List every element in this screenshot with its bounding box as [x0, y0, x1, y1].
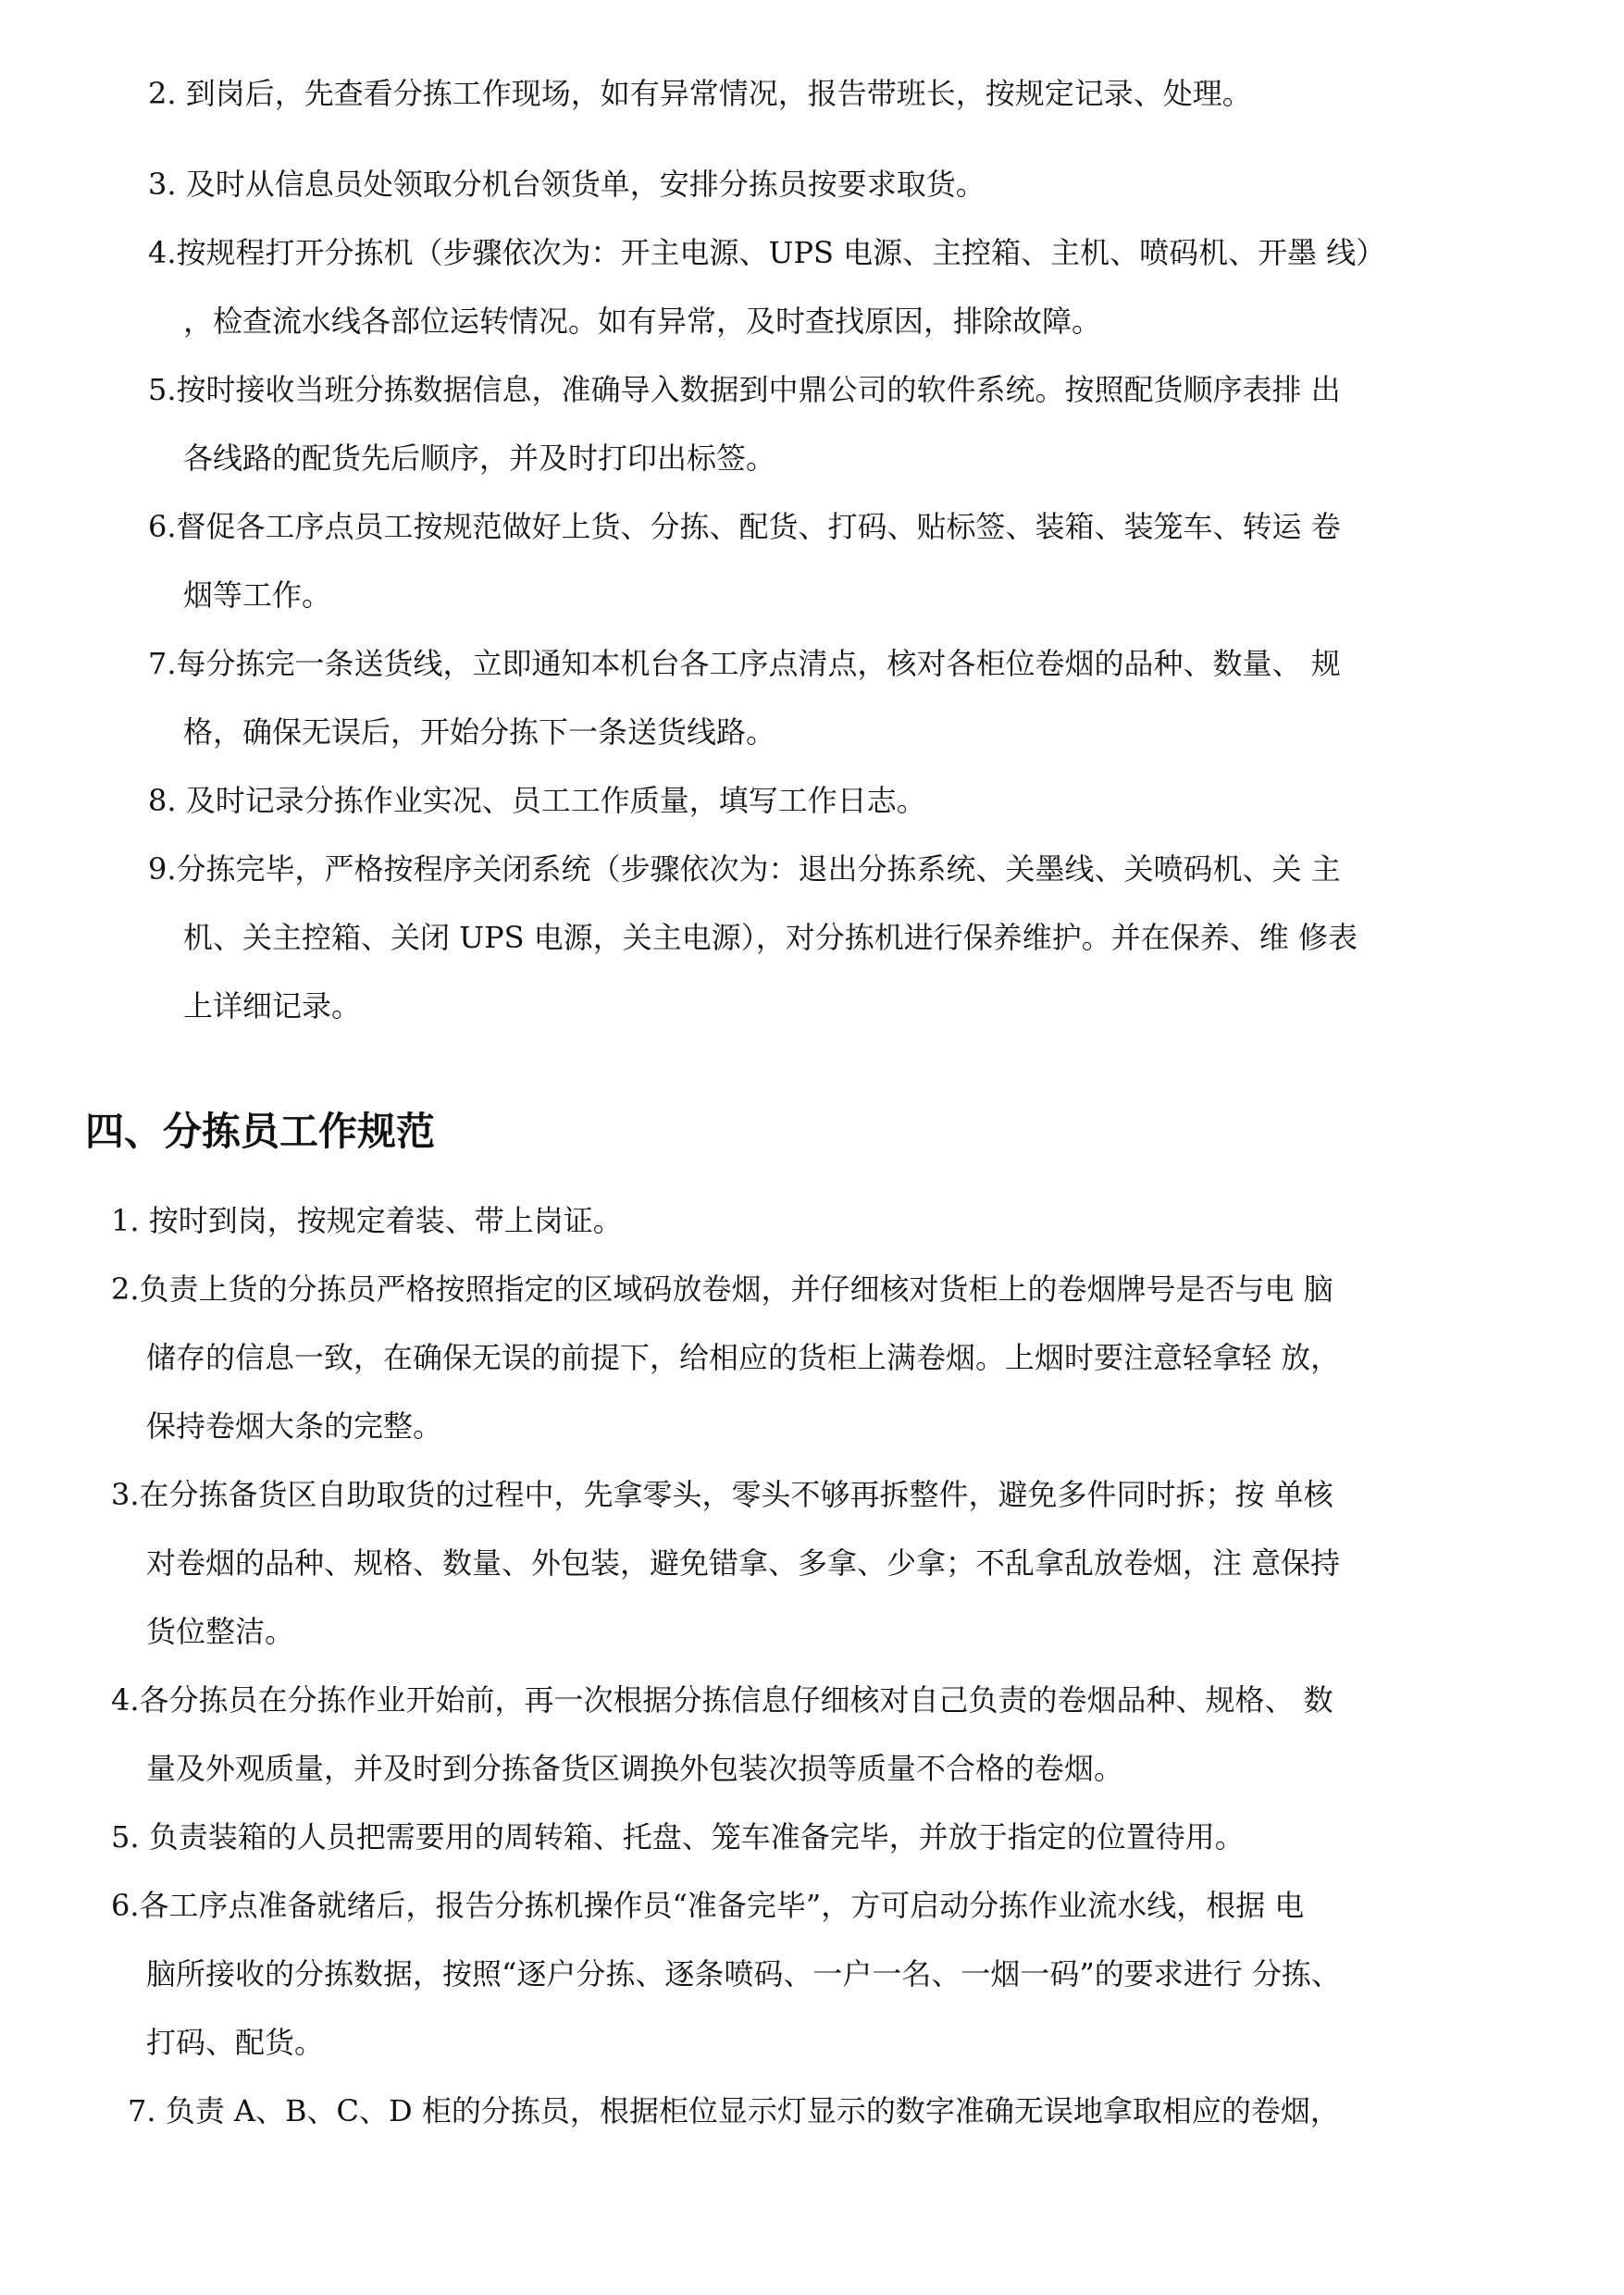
- list-item: [148, 629, 1341, 766]
- item-text: 负责上货的分拣员严格按照指定的区域码放卷烟，并仔细核对货柜上的卷烟牌号是否与电 脑: [139, 1272, 1333, 1307]
- item-text: 量及外观质量，并及时到分拣备货区调换外包装次损等质量不合格的卷烟。: [146, 1751, 1124, 1786]
- list-item: [148, 492, 1341, 629]
- list-item: [148, 59, 1252, 128]
- item-text: 在分拣备货区自助取货的过程中，先拿零头，零头不够再拆整件，避免多件同时拆；按 单核: [139, 1477, 1333, 1512]
- item-number: 3.: [148, 167, 177, 202]
- section-heading: 四、分拣员工作规范: [85, 1109, 436, 1154]
- list-item: [111, 1460, 1340, 1666]
- item-number: 7.: [128, 2093, 156, 2128]
- item-number: 7.: [148, 646, 177, 681]
- item-number: 1.: [111, 1203, 140, 1238]
- item-text: 保持卷烟大条的完整。: [146, 1408, 443, 1444]
- item-text: 各分拣员在分拣作业开始前，再一次根据分拣信息仔细核对自己负责的卷烟品种、规格、 数: [139, 1682, 1333, 1718]
- list-item: [148, 218, 1385, 355]
- item-number: 4.: [148, 235, 177, 270]
- item-number: 2.: [111, 1272, 140, 1307]
- list-item: [111, 1255, 1340, 1460]
- list-item: [111, 1871, 1341, 2077]
- item-text: 按时接收当班分拣数据信息，准确导入数据到中鼎公司的软件系统。按照配货顺序表排 出: [176, 372, 1341, 407]
- item-number: 2.: [148, 76, 177, 111]
- item-number: 5.: [148, 372, 177, 407]
- item-text: 脑所接收的分拣数据，按照“逐户分拣、逐条喷码、一户一名、一烟一码”的要求进行 分拣、: [146, 1956, 1341, 1991]
- list-item: [148, 835, 1357, 1040]
- list-item: [148, 355, 1341, 492]
- list-item: [148, 150, 986, 218]
- item-number: 6.: [111, 1888, 140, 1923]
- item-text: 机、关主控箱、关闭 UPS 电源，关主电源），对分拣机进行保养维护。并在保养、维 修表: [183, 920, 1357, 955]
- item-text: 督促各工序点员工按规范做好上货、分拣、配货、打码、贴标签、装箱、装笼车、转运 卷: [176, 509, 1341, 544]
- item-text: 负责装箱的人员把需要用的周转箱、托盘、笼车准备完毕，并放于指定的位置待用。: [148, 1819, 1245, 1855]
- item-text: 各工序点准备就绪后，报告分拣机操作员“准备完毕”，方可启动分拣作业流水线，根据 电: [139, 1888, 1305, 1923]
- item-number: 8.: [148, 783, 177, 818]
- list-item: [111, 1666, 1333, 1803]
- item-text: 负责 A、B、C、D 柜的分拣员，根据柜位显示灯显示的数字准确无误地拿取相应的卷烟，: [165, 2093, 1340, 2128]
- item-number: 5.: [111, 1819, 140, 1855]
- item-text: 按时到岗，按规定着装、带上岗证。: [148, 1203, 623, 1238]
- item-text: 上详细记录。: [183, 988, 362, 1023]
- item-number: 6.: [148, 509, 177, 544]
- item-text: 每分拣完一条送货线，立即通知本机台各工序点清点，核对各柜位卷烟的品种、数量、 规: [176, 646, 1341, 681]
- item-text: 分拣完毕，严格按程序关闭系统（步骤依次为：退出分拣系统、关墨线、关喷码机、关 主: [176, 851, 1341, 887]
- item-text: 烟等工作。: [183, 577, 332, 613]
- item-number: 9.: [148, 851, 177, 887]
- item-text: 按规程打开分拣机（步骤依次为：开主电源、UPS 电源、主控箱、主机、喷码机、开墨 线）: [176, 235, 1386, 270]
- item-text: ，检查流水线各部位运转情况。如有异常，及时查找原因，排除故障。: [183, 304, 1102, 339]
- item-text: 货位整洁。: [146, 1614, 295, 1649]
- item-text: 对卷烟的品种、规格、数量、外包装，避免错拿、多拿、少拿；不乱拿乱放卷烟，注 意保持: [146, 1545, 1341, 1581]
- item-text: 及时记录分拣作业实况、员工工作质量，填写工作日志。: [185, 783, 926, 818]
- list-item: [148, 766, 926, 835]
- item-text: 及时从信息员处领取分机台领货单，安排分拣员按要求取货。: [185, 167, 986, 202]
- item-text: 打码、配货。: [146, 2025, 325, 2060]
- item-text: 各线路的配货先后顺序，并及时打印出标签。: [183, 440, 776, 476]
- item-text: 格，确保无误后，开始分拣下一条送货线路。: [183, 714, 776, 750]
- item-number: 4.: [111, 1682, 140, 1718]
- list-item: [111, 1186, 623, 1255]
- list-item: [111, 1803, 1245, 1871]
- item-number: 3.: [111, 1477, 140, 1512]
- item-text: 储存的信息一致，在确保无误的前提下，给相应的货柜上满卷烟。上烟时要注意轻拿轻 放，: [146, 1340, 1341, 1375]
- list-item: [128, 2077, 1340, 2145]
- item-text: 到岗后，先查看分拣工作现场，如有异常情况，报告带班长，按规定记录、处理。: [185, 76, 1252, 111]
